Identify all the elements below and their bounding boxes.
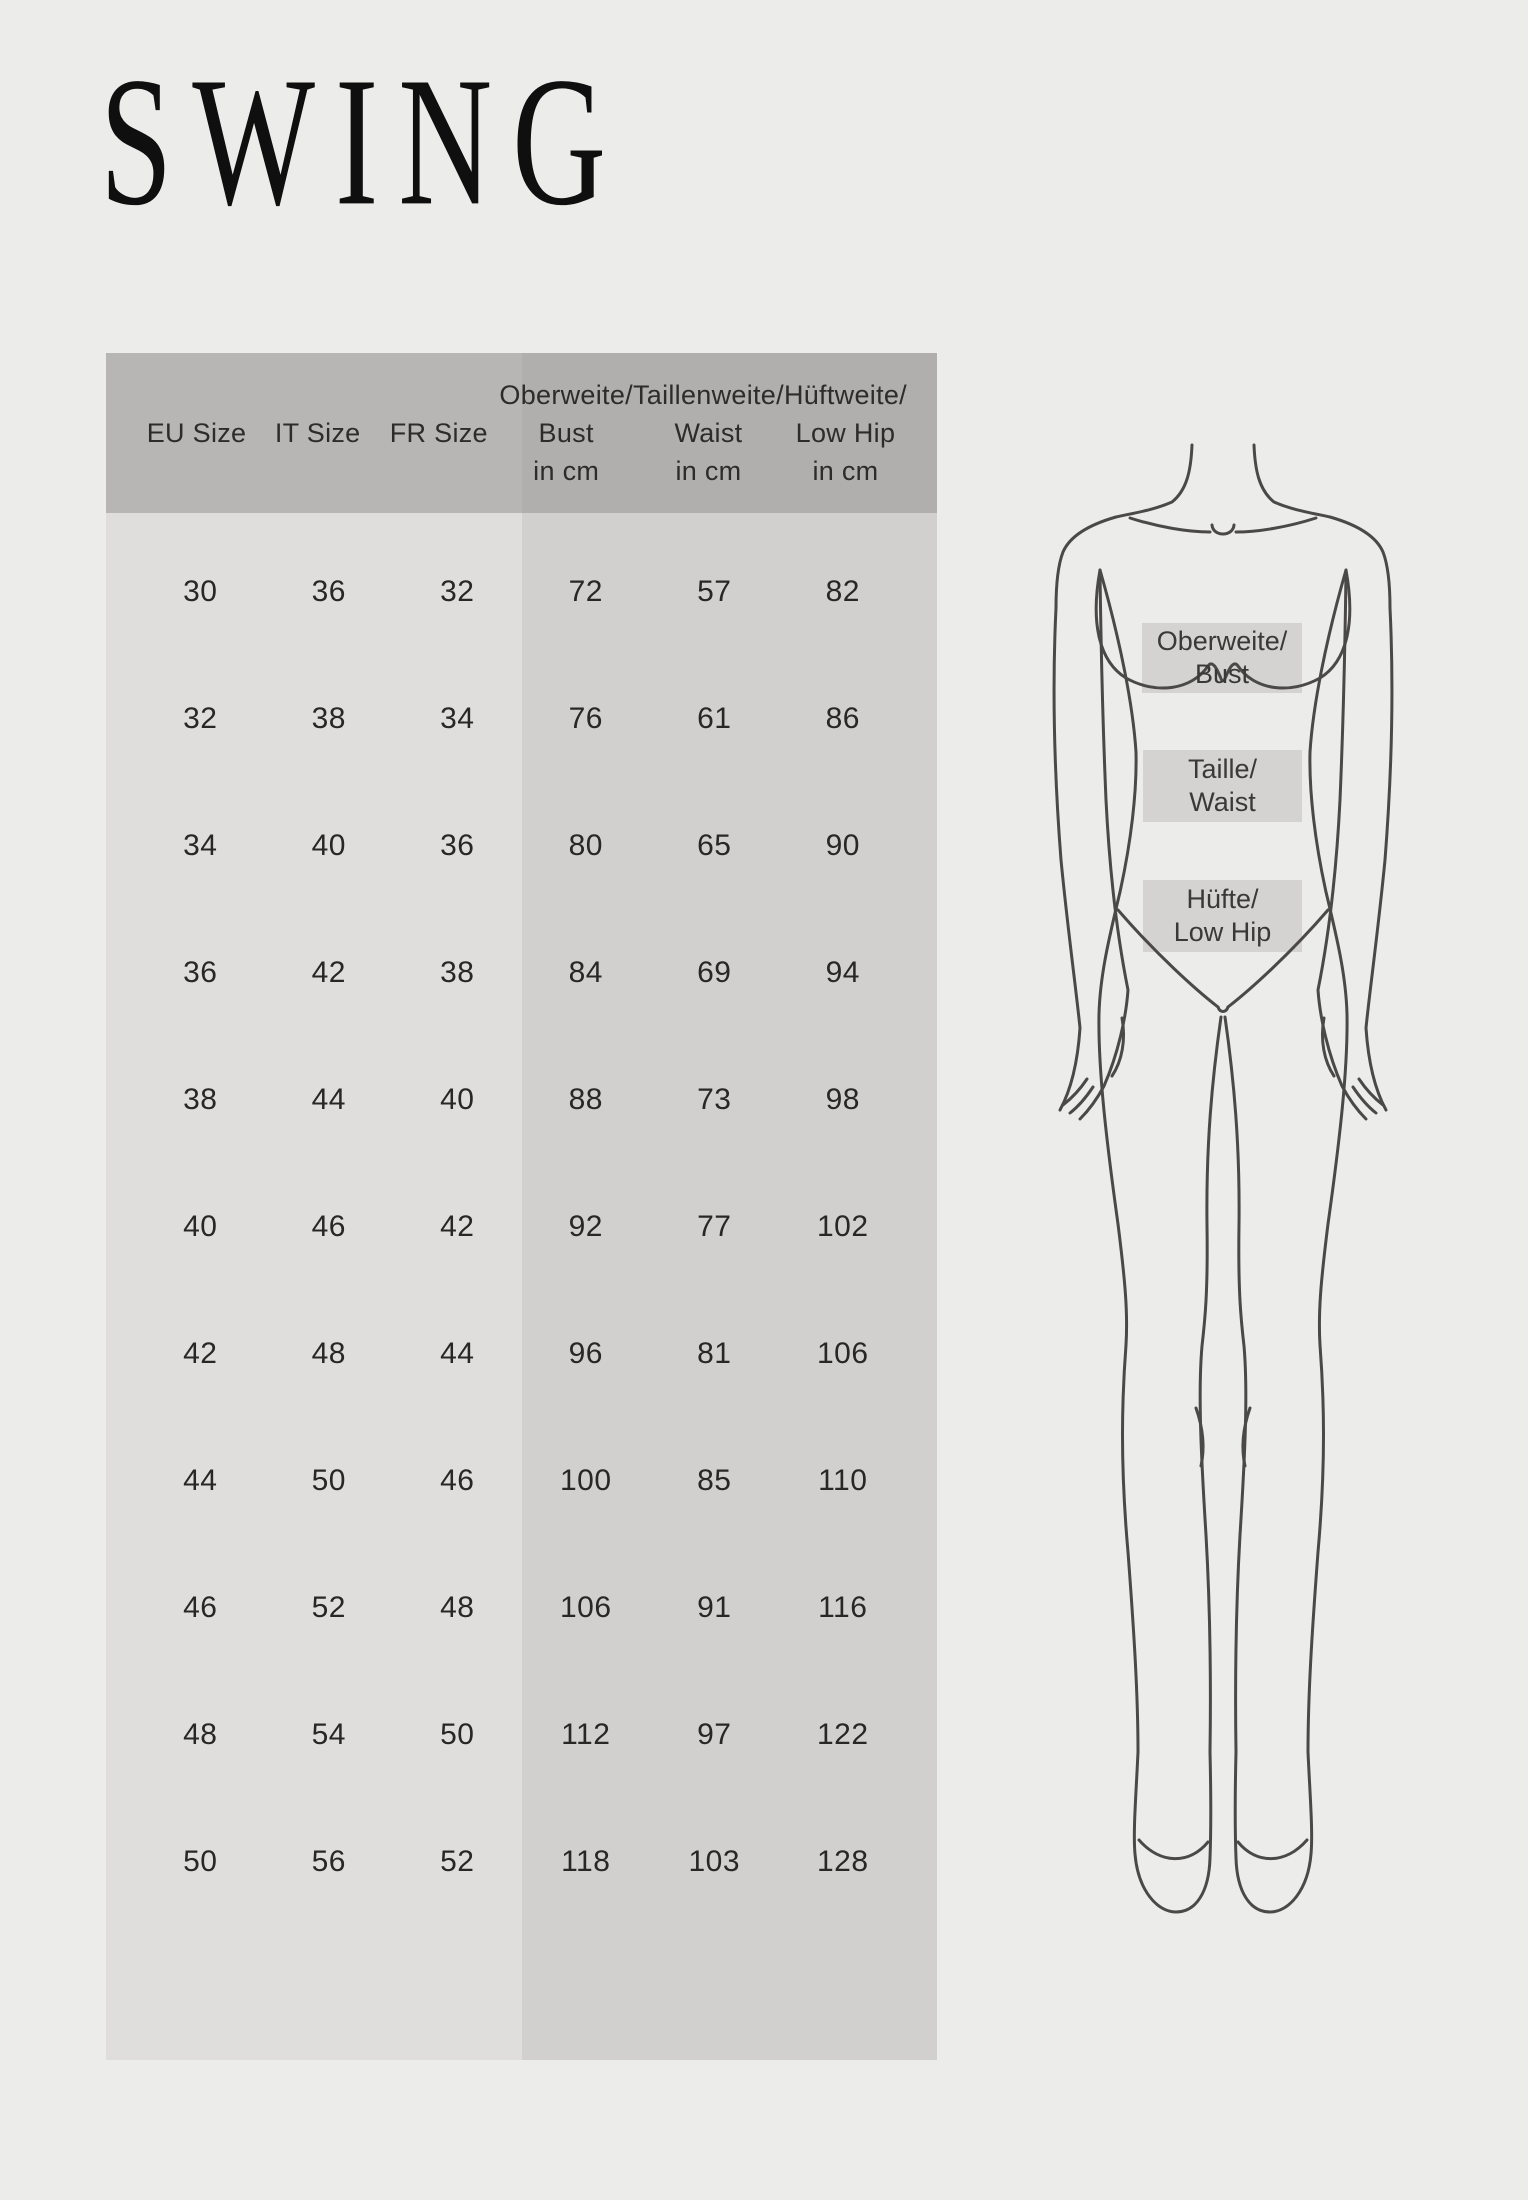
size-cell: 69 [697,955,732,989]
header-label: Bust [538,418,594,448]
size-cell: 50 [183,1844,218,1878]
size-chart-table [106,353,937,2060]
header-label: EU Size [146,418,247,448]
size-cell: 48 [311,1336,346,1370]
size-cell: 48 [183,1717,218,1751]
size-cell: 32 [440,574,475,608]
size-cell: 56 [311,1844,346,1878]
size-cell: 57 [697,574,732,608]
measurement-label-line: Hüfte/ [1186,884,1259,914]
size-cell: 44 [183,1463,218,1497]
table-row [136,1036,907,1163]
header-label: Taillenweite/ [632,380,784,410]
header-cell-it-size [257,414,378,452]
size-cell: 85 [697,1463,732,1497]
size-cell: 84 [568,955,603,989]
measurement-label-line: Oberweite/ [1156,626,1288,656]
table-row [136,528,907,655]
figure-feet [1134,1752,1311,1912]
table-row [136,1163,907,1290]
size-cell: 46 [440,1463,475,1497]
header-cell-eu-size [136,414,257,452]
size-cell: 38 [311,701,346,735]
header-label: in cm [533,456,600,486]
table-row [136,782,907,909]
size-cell: 102 [816,1209,869,1243]
table-row [136,1417,907,1544]
size-cell: 82 [825,574,860,608]
size-cell: 97 [697,1717,732,1751]
size-cell: 100 [559,1463,612,1497]
figure-legs [1196,1017,1250,1752]
header-label: in cm [675,456,742,486]
header-cell-low-hip [784,376,907,490]
size-cell: 61 [697,701,732,735]
size-cell: 72 [568,574,603,608]
measurement-label-bust [1142,623,1302,693]
table-row [136,1671,907,1798]
measurement-label-waist [1143,750,1302,822]
header-label: Low Hip [795,418,896,448]
header-label: in cm [812,456,879,486]
size-cell: 46 [311,1209,346,1243]
header-label: IT Size [274,418,361,448]
size-cell: 73 [697,1082,732,1116]
size-cell: 54 [311,1717,346,1751]
brand-logo: SWING [100,40,627,245]
size-cell: 48 [440,1590,475,1624]
figure-torso [1099,570,1347,1752]
size-cell: 42 [440,1209,475,1243]
size-cell: 42 [183,1336,218,1370]
size-cell: 92 [568,1209,603,1243]
size-cell: 86 [825,701,860,735]
size-cell: 50 [311,1463,346,1497]
size-cell: 32 [183,701,218,735]
size-cell: 34 [440,701,475,735]
size-cell: 88 [568,1082,603,1116]
table-row [136,1544,907,1671]
header-label: Hüftweite/ [783,380,907,410]
size-cell: 52 [311,1590,346,1624]
size-cell: 38 [440,955,475,989]
size-cell: 118 [561,1844,611,1878]
size-cell: 34 [183,828,218,862]
size-cell: 44 [440,1336,475,1370]
table-row [136,1798,907,1925]
header-cell-fr-size [378,414,499,452]
table-header-row [136,353,907,513]
table-row [136,655,907,782]
measurement-label-hip [1143,880,1302,952]
size-cell: 96 [568,1336,603,1370]
size-cell: 40 [183,1209,218,1243]
header-label: Oberweite/ [499,380,633,410]
table-row [136,909,907,1036]
size-cell: 40 [311,828,346,862]
size-cell: 40 [440,1082,475,1116]
size-cell: 50 [440,1717,475,1751]
body-figure [1030,440,1430,1940]
table-body [136,528,907,1925]
size-cell: 94 [825,955,860,989]
size-cell: 46 [183,1590,218,1624]
size-cell: 103 [688,1844,741,1878]
header-label: Waist [674,418,743,448]
size-cell: 30 [183,574,218,608]
size-cell: 42 [311,955,346,989]
size-cell: 112 [561,1717,611,1751]
measurement-label-line: Bust [1194,659,1250,689]
size-cell: 36 [440,828,475,862]
size-cell: 106 [559,1590,612,1624]
size-cell: 128 [816,1844,869,1878]
measurement-label-line: Waist [1189,787,1256,817]
size-cell: 65 [697,828,732,862]
table-row [136,1290,907,1417]
size-cell: 110 [818,1463,868,1497]
size-cell: 38 [183,1082,218,1116]
measurement-label-line: Low Hip [1173,917,1272,947]
size-cell: 36 [183,955,218,989]
size-cell: 91 [697,1590,732,1624]
size-cell: 44 [311,1082,346,1116]
header-cell-bust [499,376,633,490]
header-cell-waist [633,376,784,490]
size-cell: 77 [697,1209,732,1243]
size-cell: 81 [697,1336,732,1370]
figure-neck-shoulders [1056,445,1390,608]
size-cell: 98 [825,1082,860,1116]
size-cell: 106 [816,1336,869,1370]
measurement-label-line: Taille/ [1187,754,1258,784]
size-cell: 90 [825,828,860,862]
size-cell: 52 [440,1844,475,1878]
size-cell: 80 [568,828,603,862]
size-cell: 36 [311,574,346,608]
size-cell: 76 [568,701,603,735]
header-label: FR Size [389,418,488,448]
size-cell: 122 [816,1717,869,1751]
size-cell: 116 [818,1590,868,1624]
